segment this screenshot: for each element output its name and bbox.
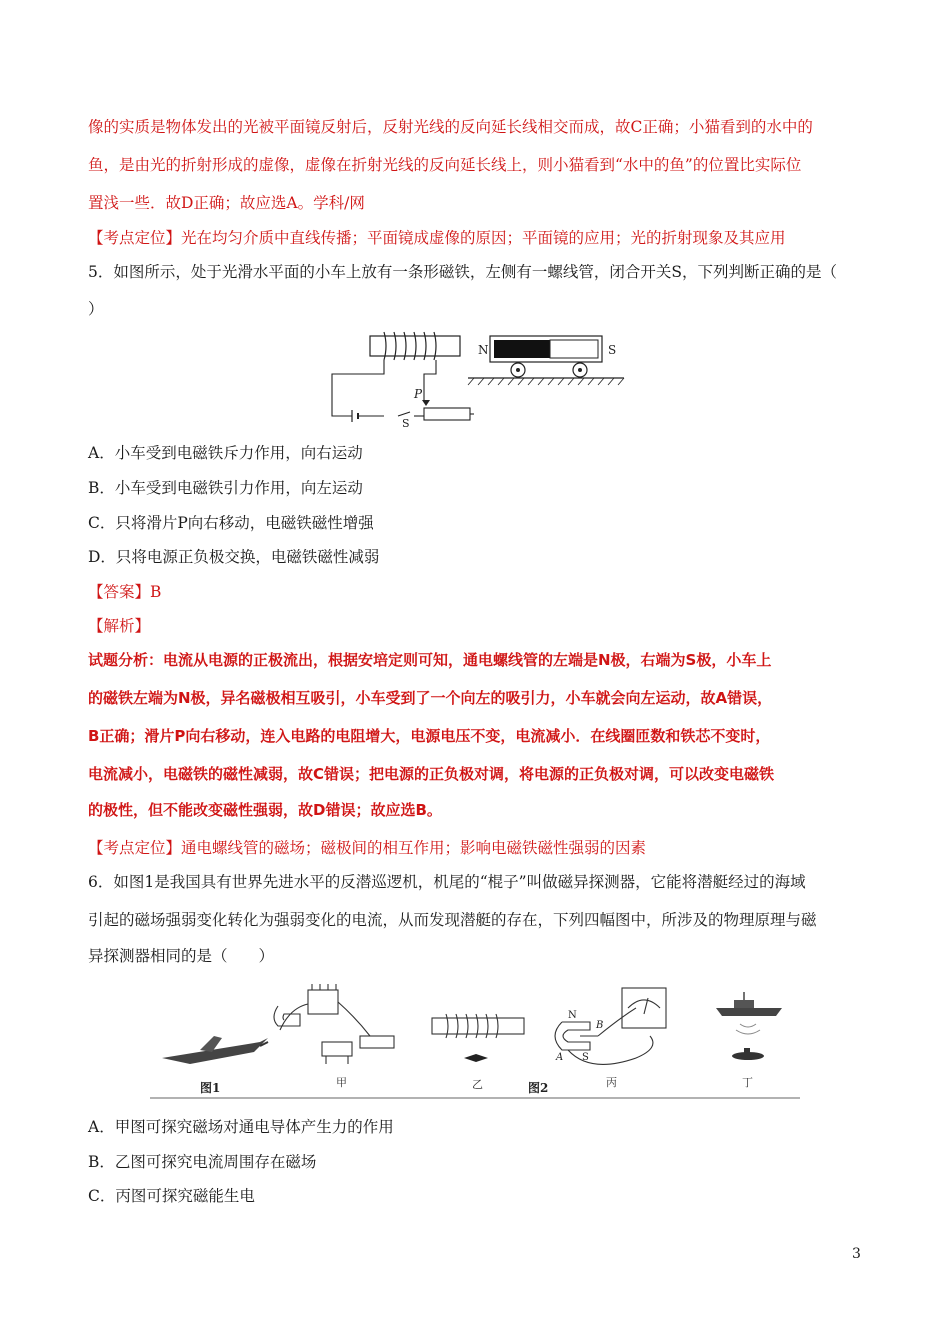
prev-analysis-line-3: 置浅一些．故D正确；故应选A。学科/网 xyxy=(88,194,365,212)
q6-stem-line-1: 6．如图1是我国具有世界先进水平的反潜巡逻机，机尾的“棍子”叫做磁异探测器，它能将潜艇经过的海域 xyxy=(88,873,806,891)
compass-needle xyxy=(464,1054,488,1062)
q5-kaodian: 【考点定位】通电螺线管的磁场；磁极间的相互作用；影响电磁铁磁性强弱的因素 xyxy=(88,839,647,857)
q5-analysis-line-1: 试题分析：电流从电源的正极流出，根据安培定则可知，通电螺线管的左端是N极，右端为S极，小车上 xyxy=(88,651,772,669)
label-A-bing: A xyxy=(556,1052,564,1063)
q5-analysis-line-3: B正确；滑片P向右移动，连入电路的电阻增大，电源电压不变，电流减小．在线圈匝数和铁芯不变时， xyxy=(88,727,771,745)
q5-circuit-figure xyxy=(318,328,628,428)
ship-and-submarine-icon xyxy=(716,992,782,1060)
q5-option-a: A．小车受到电磁铁斥力作用，向右运动 xyxy=(88,444,363,462)
q5-option-c: C．只将滑片P向右移动，电磁铁磁性增强 xyxy=(88,514,374,532)
slider-arrow xyxy=(422,400,430,406)
q5-stem-line-2: ） xyxy=(88,300,104,318)
label-bing: 丙 xyxy=(606,1076,617,1089)
label-jia: 甲 xyxy=(336,1076,347,1089)
q6-stem-line-2: 引起的磁场强弱变化转化为强弱变化的电流，从而发现潜艇的存在，下列四幅图中，所涉及的物理原理与磁 xyxy=(88,911,817,929)
bar-magnet-s-half xyxy=(550,340,598,358)
q5-analysis-line-5: 的极性，但不能改变磁性强弱，故D错误；故应选B。 xyxy=(88,801,442,819)
apparatus-jia xyxy=(274,984,394,1064)
apparatus-yi xyxy=(432,1014,524,1038)
label-N: N xyxy=(478,343,489,357)
q5-analysis-line-4: 电流减小，电磁铁的磁性减弱，故C错误；把电源的正负极对调，将电源的正负极对调，可以改变电磁铁 xyxy=(88,765,775,783)
q5-analysis-heading: 【解析】 xyxy=(88,617,151,635)
label-ding: 丁 xyxy=(742,1076,753,1089)
q5-analysis-line-2: 的磁铁左端为N极，异名磁极相互吸引，小车受到了一个向左的吸引力，小车就会向左运动，故A错误， xyxy=(88,689,773,707)
bar-magnet-n-half xyxy=(494,340,550,358)
circuit-wires xyxy=(332,360,474,420)
label-P: P xyxy=(414,387,423,401)
page-number: 3 xyxy=(852,1246,861,1262)
label-S-bing: S xyxy=(582,1052,589,1063)
q6-option-a: A．甲图可探究磁场对通电导体产生力的作用 xyxy=(88,1118,394,1136)
prev-analysis-line-1: 像的实质是物体发出的光被平面镜反射后，反射光线的反向延长线相交而成，故C正确；小猫看到的水中的 xyxy=(88,118,813,136)
prev-analysis-line-2: 鱼，是由光的折射形成的虚像，虚像在折射光线的反向延长线上，则小猫看到“水中的鱼”的位置比实际位 xyxy=(88,156,802,174)
q6-option-b: B．乙图可探究电流周围存在磁场 xyxy=(88,1153,317,1171)
q5-stem-line-1: 5．如图所示，处于光滑水平面的小车上放有一条形磁铁，左侧有一螺线管，闭合开关S，下列判断正确的是（ xyxy=(88,263,837,281)
q6-stem-line-3: 异探测器相同的是（ ） xyxy=(88,947,275,965)
label-N-bing: N xyxy=(568,1010,577,1021)
q5-option-b: B．小车受到电磁铁引力作用，向左运动 xyxy=(88,479,363,497)
patrol-plane-icon xyxy=(162,1036,268,1064)
label-S: S xyxy=(608,343,617,357)
q5-answer: 【答案】B xyxy=(88,583,162,601)
apparatus-bing xyxy=(555,988,666,1064)
label-yi: 乙 xyxy=(472,1078,483,1091)
q5-option-d: D．只将电源正负极交换，电磁铁磁性减弱 xyxy=(88,548,380,566)
q6-figure xyxy=(150,978,800,1100)
prev-kaodian: 【考点定位】光在均匀介质中直线传播；平面镜成虚像的原因；平面镜的应用；光的折射现象及其应用 xyxy=(88,229,786,247)
q6-option-c: C．丙图可探究磁能生电 xyxy=(88,1187,255,1205)
fig1-label: 图1 xyxy=(200,1081,221,1095)
label-switch-S: S xyxy=(402,417,410,428)
fig2-label: 图2 xyxy=(528,1081,549,1095)
label-B-bing: B xyxy=(596,1020,604,1031)
